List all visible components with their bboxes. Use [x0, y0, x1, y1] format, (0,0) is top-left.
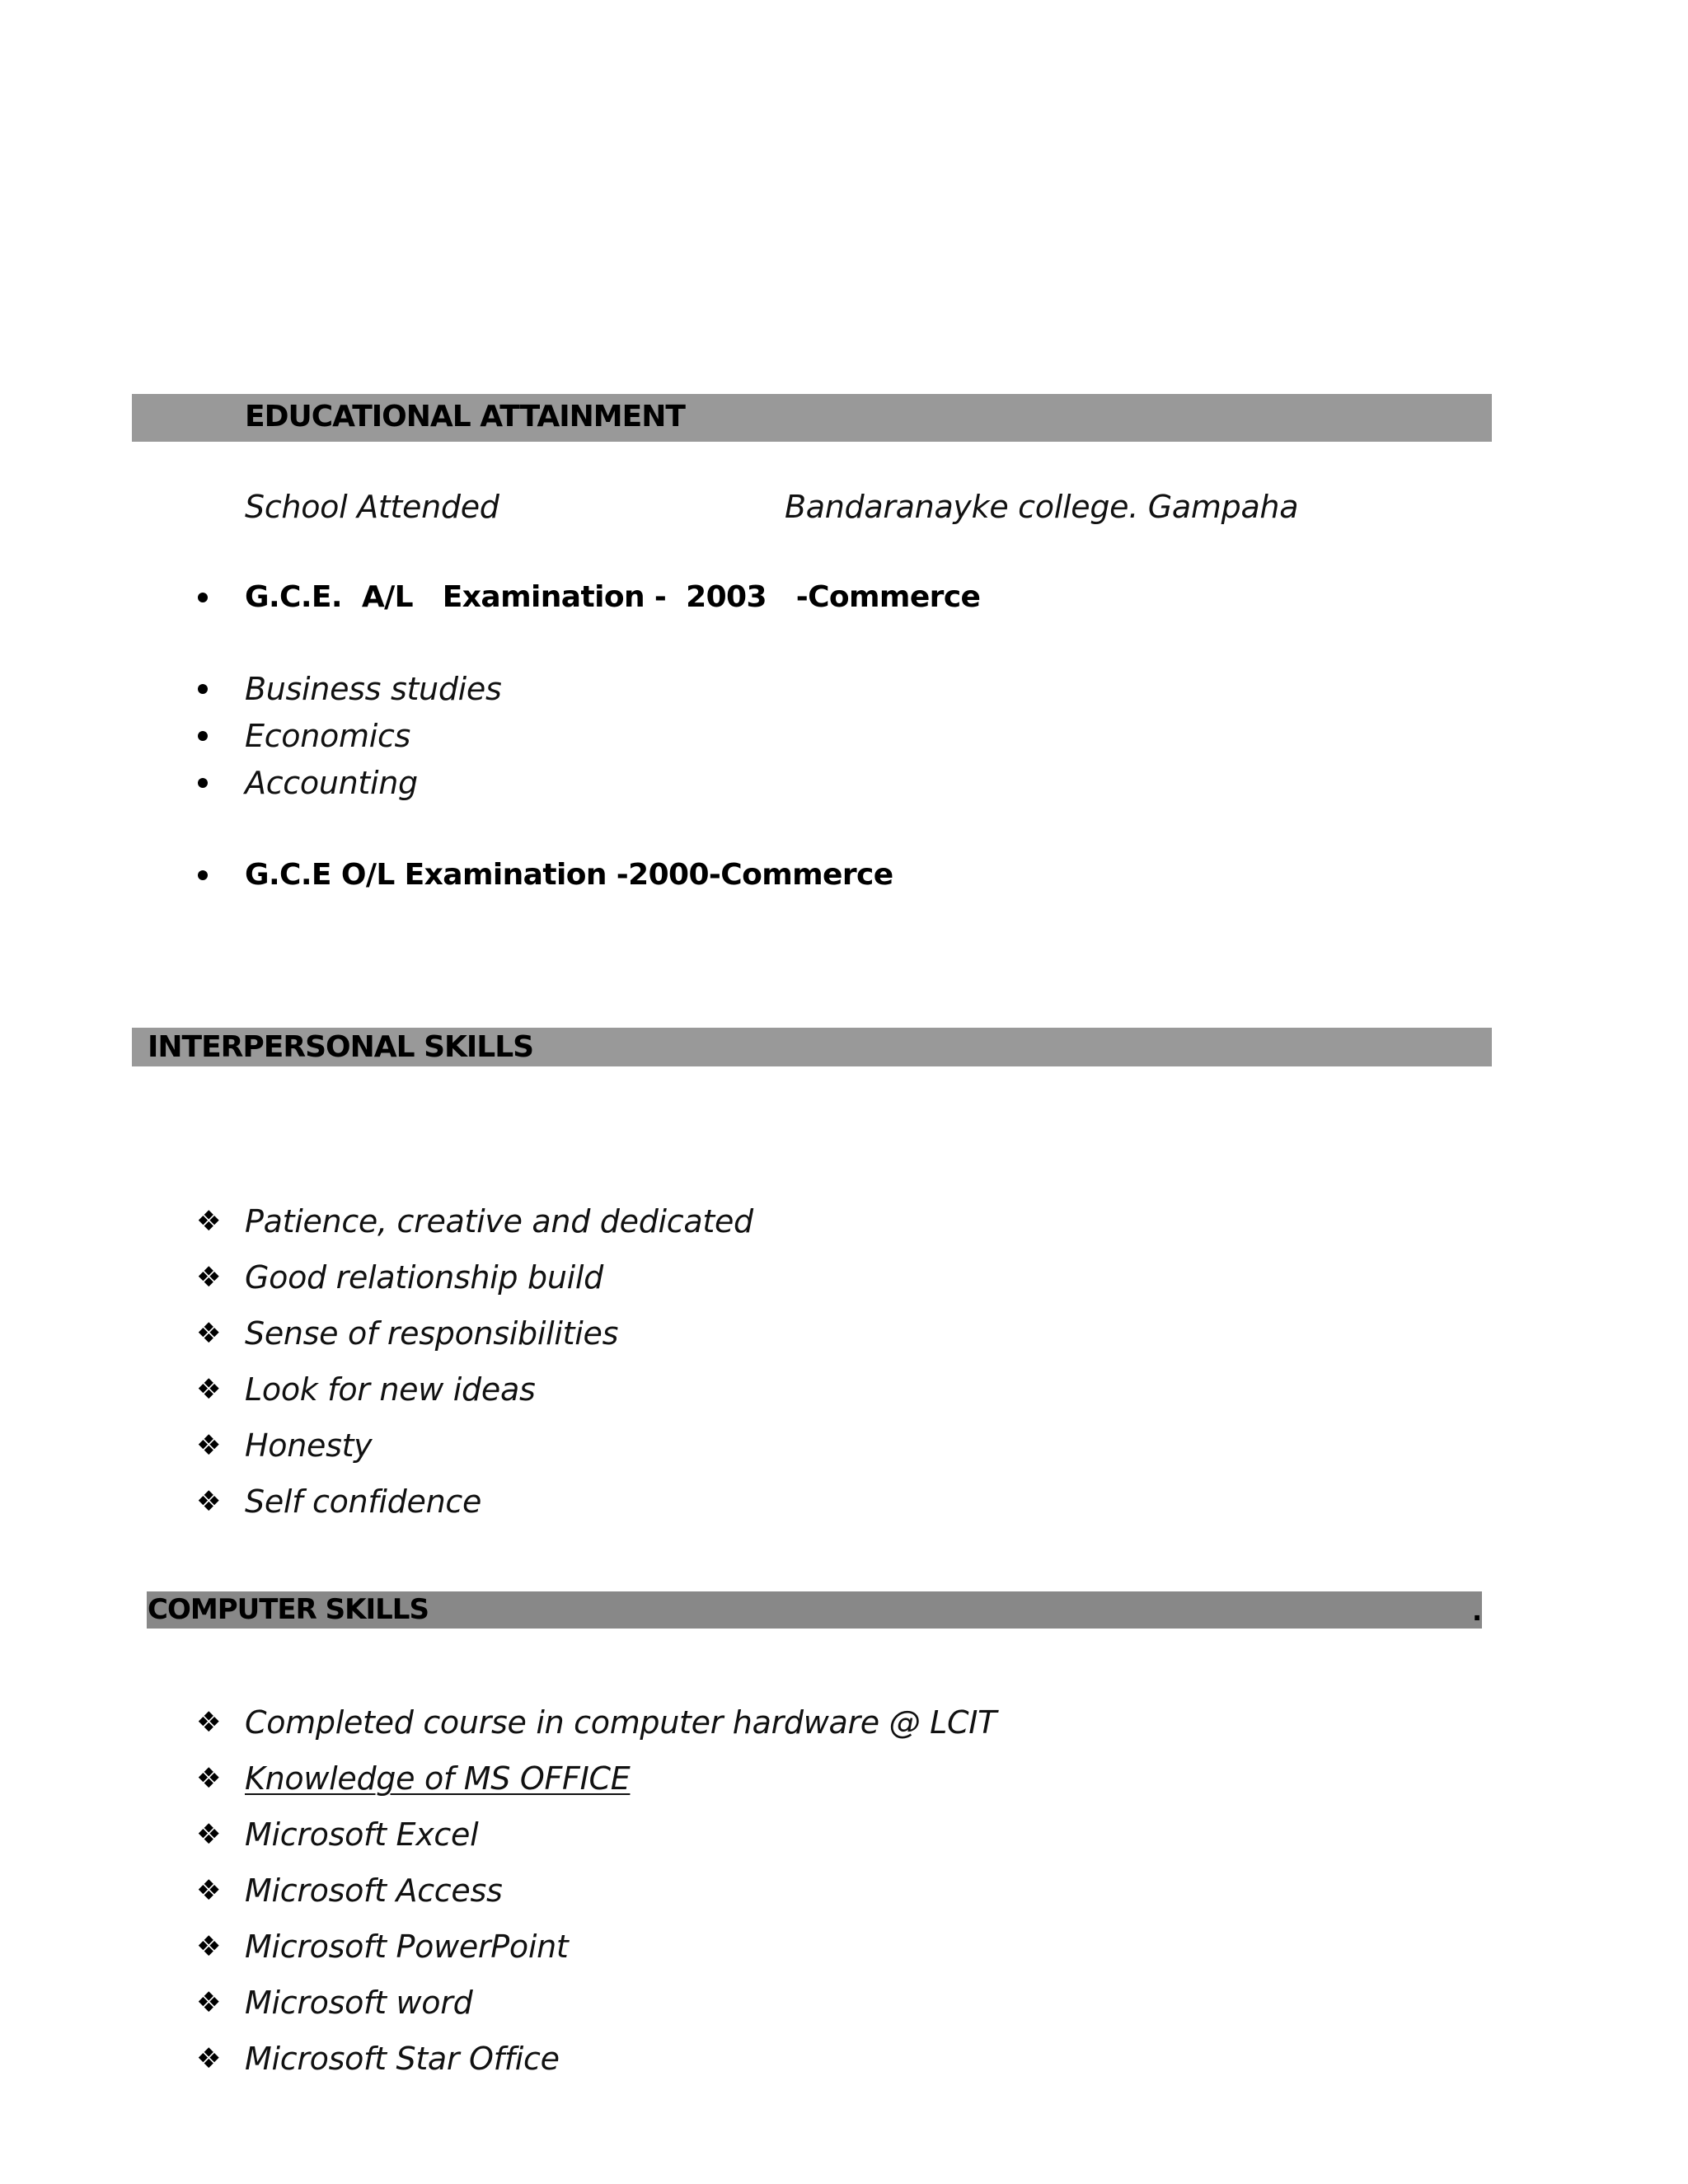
interpersonal-item: Honesty: [245, 1427, 373, 1464]
interpersonal-item: Sense of responsibilities: [245, 1315, 619, 1352]
interpersonal-item: Good relationship build: [245, 1259, 603, 1296]
interpersonal-item: Self confidence: [245, 1483, 482, 1520]
computer-trailing-mark: .: [1472, 1596, 1483, 1627]
computer-skill-item: Microsoft Excel: [245, 1816, 479, 1853]
diamond-bullet-icon: ❖: [196, 1762, 222, 1795]
interpersonal-item: Look for new ideas: [245, 1371, 536, 1408]
school-attended-label: School Attended: [245, 489, 499, 525]
diamond-bullet-icon: ❖: [196, 1986, 222, 2019]
computer-skill-item: Microsoft word: [245, 1985, 473, 2021]
interpersonal-item: Patience, creative and dedicated: [245, 1203, 753, 1240]
diamond-bullet-icon: ❖: [196, 2042, 222, 2075]
bullet-dot-icon: [198, 731, 208, 741]
diamond-bullet-icon: ❖: [196, 1317, 222, 1350]
subject-item: Accounting: [245, 765, 418, 801]
bullet-dot-icon: [198, 870, 208, 880]
diamond-bullet-icon: ❖: [196, 1818, 222, 1851]
computer-title: COMPUTER SKILLS: [148, 1593, 429, 1626]
diamond-bullet-icon: ❖: [196, 1930, 222, 1963]
interpersonal-title: INTERPERSONAL SKILLS: [148, 1030, 534, 1064]
diamond-bullet-icon: ❖: [196, 1429, 222, 1462]
computer-skill-item: Microsoft Access: [245, 1872, 503, 1909]
computer-skill-item: Microsoft PowerPoint: [245, 1929, 569, 1965]
diamond-bullet-icon: ❖: [196, 1261, 222, 1294]
subject-item: Economics: [245, 718, 411, 754]
school-attended-value: Bandaranayke college. Gampaha: [785, 489, 1299, 525]
bullet-dot-icon: [198, 593, 208, 602]
diamond-bullet-icon: ❖: [196, 1485, 222, 1518]
diamond-bullet-icon: ❖: [196, 1205, 222, 1238]
education-title: EDUCATIONAL ATTAINMENT: [245, 400, 685, 434]
al-exam-line: G.C.E. A/L Examination - 2003 -Commerce: [245, 580, 981, 614]
ol-exam-line: G.C.E O/L Examination -2000-Commerce: [245, 858, 893, 892]
diamond-bullet-icon: ❖: [196, 1706, 222, 1739]
computer-skill-item: Knowledge of MS OFFICE: [245, 1760, 631, 1797]
computer-skill-item: Microsoft Star Office: [245, 2041, 560, 2077]
diamond-bullet-icon: ❖: [196, 1874, 222, 1907]
subject-item: Business studies: [245, 671, 502, 707]
diamond-bullet-icon: ❖: [196, 1373, 222, 1406]
bullet-dot-icon: [198, 778, 208, 788]
bullet-dot-icon: [198, 684, 208, 694]
computer-skill-item: Completed course in computer hardware @ LCIT: [245, 1704, 997, 1741]
